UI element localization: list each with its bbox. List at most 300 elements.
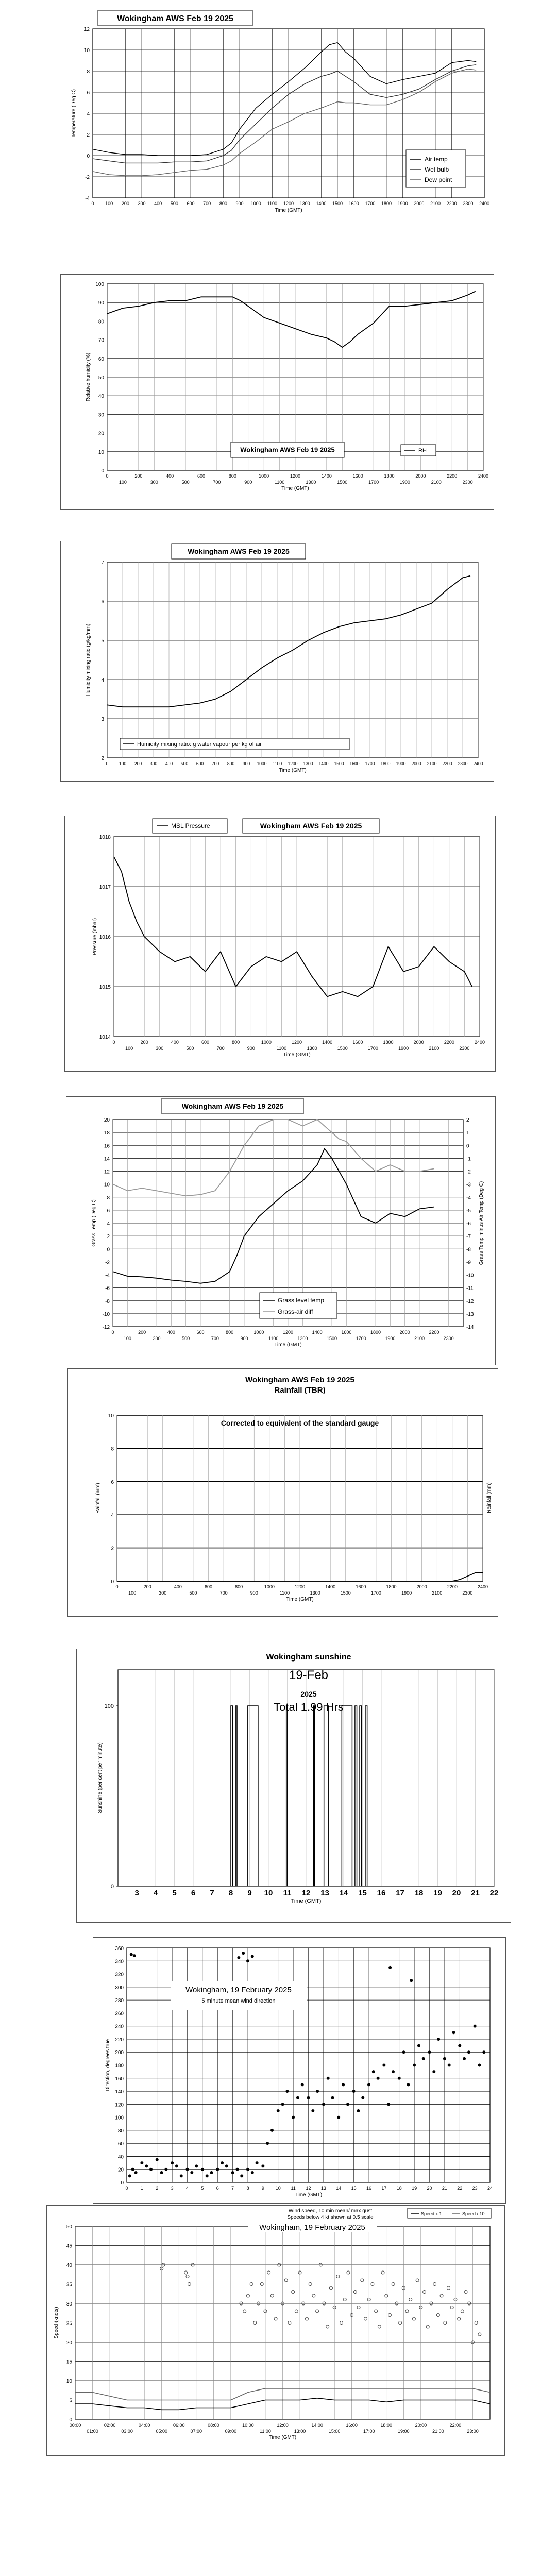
direction-point	[387, 2103, 390, 2106]
y-tick-label: 18	[104, 1130, 110, 1137]
direction-point	[175, 2164, 178, 2167]
direction-point	[413, 2064, 416, 2067]
legend-label: Speed / 10	[462, 2211, 485, 2216]
x-tick-label: 2200	[446, 201, 457, 206]
x-tick-label: 1500	[334, 761, 344, 766]
x-tick-label: 1400	[321, 473, 332, 479]
x-tick-label: 800	[232, 1040, 240, 1045]
y-axis-label: Speed (knots)	[54, 2307, 59, 2339]
x-tick-label: 2100	[427, 761, 437, 766]
x-tick-label: 700	[219, 1590, 228, 1596]
x-tick-label: 1400	[325, 1584, 336, 1589]
direction-point	[437, 2038, 440, 2041]
x-tick-label: 22:00	[449, 2422, 462, 2428]
x-tick-label: 2400	[478, 473, 489, 479]
x-tick-label: 17	[396, 1889, 404, 1897]
x-tick-label: 2200	[444, 1040, 454, 1045]
x-tick-label: 1300	[303, 761, 313, 766]
x-tick-label: 1400	[322, 1040, 333, 1045]
y-tick-label: 90	[98, 300, 104, 307]
x-axis-label: Time (GMT)	[283, 1052, 311, 1058]
x-tick-label: 200	[138, 1330, 146, 1335]
x-tick-label: 800	[228, 473, 236, 479]
y-tick-label: 20	[66, 2340, 72, 2346]
y-tick-label: 120	[115, 2102, 124, 2108]
x-tick-label: 17	[381, 2185, 387, 2191]
x-tick-label: 03:00	[121, 2429, 133, 2434]
y-tick-label: 6	[101, 599, 104, 605]
temperature-chart	[46, 8, 495, 225]
direction-point	[171, 2161, 174, 2164]
x-tick-label: 400	[174, 1584, 182, 1589]
x-tick-label: 1700	[368, 480, 379, 485]
x-axis-label: Time (GMT)	[291, 1898, 322, 1904]
x-tick-label: 1900	[401, 1590, 412, 1596]
pressure-chart-panel	[64, 816, 496, 1072]
direction-point	[251, 2171, 254, 2174]
direction-point	[237, 1956, 240, 1959]
y-tick-label: 10	[83, 48, 90, 54]
y-tick-label: 20	[98, 431, 104, 437]
x-tick-label: 0	[106, 473, 109, 479]
x-tick-label: 500	[186, 1046, 194, 1051]
y-tick-label: 140	[115, 2089, 124, 2095]
y-axis-label: Direction, degrees true	[105, 2039, 111, 2092]
direction-point	[231, 2171, 234, 2174]
x-tick-label: 1600	[352, 473, 363, 479]
x-tick-label: 300	[159, 1590, 167, 1596]
direction-point	[164, 2168, 167, 2171]
chart-header-line1: Wind speed, 10 min mean/ max gust	[288, 2208, 373, 2214]
direction-point	[235, 2168, 239, 2171]
y-tick-label: 12	[83, 27, 90, 32]
x-tick-label: 1400	[316, 201, 327, 206]
x-tick-label: 200	[134, 761, 142, 766]
x-axis-label: Time (GMT)	[274, 1342, 302, 1348]
y-tick-label: 280	[115, 1998, 124, 2004]
x-tick-label: 19	[412, 2185, 417, 2191]
direction-point	[140, 2161, 143, 2164]
y-tick-label: 50	[98, 375, 104, 381]
legend-label: Dew point	[425, 176, 452, 183]
x-tick-label: 12	[306, 2185, 311, 2191]
y2-tick-label: -14	[466, 1325, 474, 1330]
x-tick-label: 1000	[264, 1584, 275, 1589]
x-tick-label: 13:00	[294, 2429, 306, 2434]
x-tick-label: 300	[138, 201, 146, 206]
x-tick-label: 700	[203, 201, 211, 206]
x-tick-label: 900	[240, 1336, 248, 1341]
y-tick-label: 1015	[99, 985, 111, 990]
x-tick-label: 1200	[282, 1330, 294, 1335]
x-tick-label: 1600	[348, 201, 359, 206]
direction-point	[266, 2142, 269, 2145]
x-tick-label: 08:00	[208, 2422, 219, 2428]
chart-subtitle: 5 minute mean wind direction	[201, 1998, 276, 2004]
y2-tick-label: -8	[466, 1247, 471, 1253]
x-tick-label: 1900	[385, 1336, 396, 1341]
x-tick-label: 700	[211, 761, 219, 766]
x-tick-label: 1400	[312, 1330, 323, 1335]
x-tick-label: 2400	[473, 761, 483, 766]
chart-title: Wokingham, 19 February 2025	[185, 1986, 292, 1994]
x-tick-label: 12	[301, 1889, 311, 1897]
x-tick-label: 200	[140, 1040, 148, 1045]
chart-annotation: Corrected to equivalent of the standard gauge	[221, 1419, 379, 1427]
x-tick-label: 01:00	[87, 2429, 98, 2434]
x-tick-label: 20:00	[415, 2422, 427, 2428]
x-tick-label: 600	[201, 1040, 210, 1045]
x-tick-label: 2200	[447, 1584, 458, 1589]
direction-point	[301, 2083, 304, 2086]
direction-point	[331, 2096, 334, 2099]
y-tick-label: 12	[104, 1169, 110, 1175]
x-tick-label: 20	[427, 2185, 432, 2191]
x-tick-label: 100	[119, 761, 127, 766]
y-tick-label: -10	[102, 1311, 110, 1317]
x-tick-label: 10:00	[242, 2422, 254, 2428]
y2-tick-label: -1	[466, 1156, 471, 1162]
x-tick-label: 900	[250, 1590, 258, 1596]
direction-point	[382, 2064, 385, 2067]
x-tick-label: 5	[172, 1889, 177, 1897]
y-tick-label: 10	[104, 1182, 110, 1188]
y-tick-label: 2	[111, 1546, 114, 1552]
x-tick-label: 400	[171, 1040, 179, 1045]
y-tick-label: -8	[105, 1298, 110, 1304]
x-tick-label: 10	[275, 2185, 281, 2191]
y2-axis-label: Rainfall (mm)	[486, 1482, 492, 1513]
x-tick-label: 1700	[370, 1590, 381, 1596]
legend-label: RH	[418, 448, 427, 454]
x-tick-label: 100	[128, 1590, 137, 1596]
x-tick-label: 2000	[416, 1584, 427, 1589]
legend-label: Grass-air diff	[278, 1308, 313, 1315]
y2-tick-label: 2	[466, 1117, 469, 1123]
x-tick-label: 2100	[414, 1336, 425, 1341]
chart-title: Wokingham AWS Feb 19 2025	[188, 547, 290, 556]
x-tick-label: 900	[244, 480, 252, 485]
y-tick-label: 4	[107, 1221, 110, 1227]
x-tick-label: 1300	[297, 1336, 308, 1341]
x-tick-label: 1900	[399, 480, 410, 485]
x-tick-label: 700	[211, 1336, 219, 1341]
x-tick-label: 19	[433, 1889, 442, 1897]
x-tick-label: 400	[165, 761, 173, 766]
x-tick-label: 800	[227, 761, 235, 766]
x-tick-label: 15	[351, 2185, 357, 2191]
chart-title: Wokingham AWS Feb 19 2025	[181, 1102, 284, 1111]
y2-tick-label: -11	[466, 1285, 474, 1292]
wind-speed-chart-panel	[46, 2205, 505, 2456]
x-tick-label: 600	[204, 1584, 213, 1589]
x-tick-label: 07:00	[190, 2429, 202, 2434]
y-tick-label: 40	[117, 2154, 124, 2160]
x-tick-label: 1000	[250, 201, 261, 206]
x-tick-label: 1900	[398, 1046, 409, 1051]
y-tick-label: 60	[98, 356, 104, 362]
legend-label: MSL Pressure	[171, 822, 210, 829]
y-tick-label: 2	[101, 756, 104, 761]
x-tick-label: 1500	[340, 1590, 351, 1596]
rainfall-chart-panel	[67, 1368, 498, 1617]
x-tick-label: 2100	[429, 1046, 439, 1051]
x-tick-label: 700	[213, 480, 221, 485]
y-tick-label: 0	[107, 1247, 110, 1253]
y-tick-label: 1016	[99, 935, 111, 940]
direction-point	[357, 2109, 360, 2112]
x-tick-label: 700	[216, 1046, 225, 1051]
y-tick-label: 0	[111, 1579, 114, 1585]
x-tick-label: 300	[153, 1336, 161, 1341]
chart-title: Wokingham AWS Feb 19 2025	[240, 446, 335, 454]
y-tick-label: 70	[98, 337, 104, 344]
y-tick-label: 7	[101, 560, 104, 566]
x-tick-label: 15	[358, 1889, 367, 1897]
y-tick-label: -2	[105, 1260, 110, 1266]
x-tick-label: 600	[196, 1330, 205, 1335]
x-tick-label: 2300	[443, 1336, 454, 1341]
y-tick-label: 0	[110, 1884, 114, 1890]
y-tick-label: -12	[102, 1325, 110, 1330]
x-tick-label: 1100	[276, 1046, 287, 1051]
x-tick-label: 1700	[367, 1046, 378, 1051]
y-tick-label: 0	[101, 468, 104, 474]
x-tick-label: 3	[134, 1889, 139, 1897]
x-tick-label: 09:00	[225, 2429, 237, 2434]
direction-point	[210, 2171, 213, 2174]
legend-label: Air temp	[425, 156, 448, 163]
chart-header-line2: Speeds below 4 kt shown at 0.5 scale	[287, 2215, 374, 2221]
legend-label: Wet bulb	[425, 166, 449, 173]
x-tick-label: 2300	[458, 761, 468, 766]
x-tick-label: 1200	[294, 1584, 306, 1589]
y-tick-label: 320	[115, 1972, 124, 1978]
x-tick-label: 200	[143, 1584, 151, 1589]
x-tick-label: 1800	[380, 761, 391, 766]
y2-tick-label: -10	[466, 1273, 474, 1279]
x-tick-label: 2400	[477, 1584, 488, 1589]
y-tick-label: 300	[115, 1985, 124, 1991]
x-tick-label: 7	[231, 2185, 234, 2191]
x-tick-label: 6	[216, 2185, 219, 2191]
x-tick-label: 11	[291, 2185, 296, 2191]
x-axis-label: Time (GMT)	[281, 486, 309, 492]
y-axis-label: Grass Temp (Deg C)	[91, 1199, 97, 1247]
x-tick-label: 7	[210, 1889, 214, 1897]
x-tick-label: 00:00	[69, 2422, 81, 2428]
direction-point	[149, 2168, 153, 2171]
x-tick-label: 5	[201, 2185, 204, 2191]
direction-point	[221, 2161, 224, 2164]
y-tick-label: 160	[115, 2076, 124, 2082]
direction-point	[156, 2158, 159, 2161]
direction-point	[458, 2044, 461, 2047]
direction-point	[292, 2116, 295, 2119]
y-tick-label: 360	[115, 1946, 124, 1952]
x-tick-label: 2400	[479, 201, 490, 206]
x-tick-label: 4	[185, 2185, 189, 2191]
x-tick-label: 1000	[257, 761, 267, 766]
x-tick-label: 1500	[337, 480, 348, 485]
direction-point	[377, 2077, 380, 2080]
y-tick-label: 10	[108, 1413, 114, 1419]
direction-point	[251, 1955, 254, 1958]
y-axis-label: Sunshine (per cent per minute)	[97, 1742, 103, 1814]
direction-point	[478, 2064, 481, 2067]
x-tick-label: 1300	[310, 1590, 320, 1596]
direction-point	[428, 2050, 431, 2054]
x-tick-label: 11:00	[260, 2429, 271, 2434]
y-tick-label: 20	[104, 1117, 110, 1123]
direction-point	[467, 2050, 470, 2054]
x-tick-label: 21:00	[432, 2429, 444, 2434]
wind-direction-chart	[93, 1938, 505, 2203]
direction-point	[270, 2129, 274, 2132]
y-tick-label: 1018	[99, 835, 111, 840]
x-tick-label: 05:00	[156, 2429, 167, 2434]
y-tick-label: 2	[87, 132, 90, 138]
x-tick-label: 800	[219, 201, 227, 206]
x-tick-label: 1500	[332, 201, 343, 206]
x-axis-label: Time (GMT)	[275, 208, 302, 213]
y-tick-label: 260	[115, 2011, 124, 2017]
x-tick-label: 200	[121, 201, 129, 206]
y-tick-label: 5	[69, 2398, 72, 2404]
x-tick-label: 500	[180, 761, 189, 766]
direction-point	[346, 2103, 349, 2106]
x-tick-label: 800	[235, 1584, 243, 1589]
direction-point	[195, 2164, 198, 2167]
direction-point	[296, 2096, 299, 2099]
direction-point	[452, 2031, 455, 2034]
y-tick-label: 80	[117, 2128, 124, 2134]
y-tick-label: 240	[115, 2024, 124, 2030]
y-tick-label: 1017	[99, 885, 111, 890]
direction-point	[186, 2168, 189, 2171]
direction-point	[342, 2083, 345, 2086]
x-tick-label: 13	[320, 1889, 329, 1897]
y2-tick-label: 0	[466, 1143, 469, 1149]
x-tick-label: 300	[156, 1046, 164, 1051]
y-tick-label: 0	[69, 2417, 72, 2423]
y-tick-label: 15	[66, 2359, 72, 2365]
y-tick-label: 6	[111, 1479, 114, 1485]
direction-point	[448, 2064, 451, 2067]
x-tick-label: 04:00	[138, 2422, 150, 2428]
x-tick-label: 1800	[383, 1040, 394, 1045]
direction-point	[361, 2096, 364, 2099]
y2-tick-label: -6	[466, 1221, 471, 1227]
direction-point	[240, 2174, 243, 2177]
x-tick-label: 14	[339, 1889, 348, 1897]
x-tick-label: 02:00	[104, 2422, 116, 2428]
direction-point	[131, 2168, 134, 2171]
x-tick-label: 1600	[356, 1584, 366, 1589]
direction-point	[398, 2077, 401, 2080]
y-axis-label: Humidity mixing ratio (g/kg/mm)	[86, 623, 91, 697]
x-tick-label: 0	[111, 1330, 114, 1335]
x-tick-label: 3	[171, 2185, 174, 2191]
direction-point	[327, 2077, 330, 2080]
x-tick-label: 2000	[413, 1040, 424, 1045]
x-tick-label: 0	[112, 1040, 115, 1045]
direction-point	[285, 2090, 289, 2093]
chart-title: Wokingham, 19 February 2025	[259, 2223, 365, 2232]
x-tick-label: 16	[377, 1889, 386, 1897]
y2-tick-label: -4	[466, 1195, 471, 1201]
x-tick-label: 20	[452, 1889, 461, 1897]
temperature-chart-panel	[46, 8, 495, 225]
x-tick-label: 400	[166, 473, 174, 479]
y-tick-label: 6	[107, 1208, 110, 1214]
x-tick-label: 2100	[432, 1590, 443, 1596]
x-tick-label: 2300	[463, 201, 474, 206]
y2-tick-label: -3	[466, 1182, 471, 1188]
x-tick-label: 8	[246, 2185, 249, 2191]
x-tick-label: 22	[457, 2185, 463, 2191]
y-tick-label: 45	[66, 2243, 72, 2249]
y-tick-label: -4	[105, 1273, 110, 1279]
x-tick-label: 1800	[370, 1330, 381, 1335]
x-tick-label: 17:00	[363, 2429, 375, 2434]
direction-point	[134, 2171, 138, 2174]
direction-point	[133, 1954, 136, 1957]
y-axis-label: Pressure (mbar)	[92, 918, 98, 956]
direction-point	[206, 2174, 209, 2177]
y-tick-label: 10	[98, 449, 104, 455]
mixing-ratio-chart	[61, 541, 494, 781]
x-tick-label: 1600	[349, 761, 360, 766]
x-tick-label: 1800	[386, 1584, 397, 1589]
x-tick-label: 800	[226, 1330, 234, 1335]
x-tick-label: 8	[228, 1889, 233, 1897]
direction-point	[201, 2168, 204, 2171]
direction-point	[432, 2070, 435, 2073]
x-tick-label: 1800	[381, 201, 392, 206]
wind-direction-chart-panel	[93, 1937, 506, 2204]
x-tick-label: 400	[167, 1330, 175, 1335]
direction-point	[261, 2164, 264, 2167]
x-tick-label: 9	[261, 2185, 264, 2191]
x-tick-label: 1800	[384, 473, 395, 479]
x-tick-label: 2000	[415, 473, 426, 479]
x-tick-label: 4	[153, 1889, 158, 1897]
x-tick-label: 1300	[307, 1046, 317, 1051]
y-tick-label: 340	[115, 1959, 124, 1965]
x-tick-label: 21	[442, 2185, 447, 2191]
x-tick-label: 1900	[396, 761, 406, 766]
y-tick-label: 80	[98, 319, 104, 325]
x-tick-label: 9	[247, 1889, 252, 1897]
x-tick-label: 1700	[365, 761, 375, 766]
y-tick-label: 100	[115, 2115, 124, 2121]
y-axis-label: Temperature (Deg C)	[71, 89, 77, 138]
y-tick-label: 4	[101, 677, 104, 683]
x-tick-label: 2200	[442, 761, 452, 766]
x-tick-label: 14	[336, 2185, 342, 2191]
direction-point	[311, 2109, 314, 2112]
direction-point	[443, 2057, 446, 2060]
y-tick-label: 10	[66, 2379, 72, 2384]
y-tick-label: -6	[105, 1285, 110, 1292]
y-tick-label: 2	[107, 1234, 110, 1240]
wind-speed-chart	[47, 2206, 504, 2455]
y-tick-label: -4	[85, 196, 90, 201]
y2-tick-label: -7	[466, 1234, 471, 1240]
x-tick-label: 600	[197, 473, 206, 479]
x-tick-label: 14:00	[311, 2422, 323, 2428]
